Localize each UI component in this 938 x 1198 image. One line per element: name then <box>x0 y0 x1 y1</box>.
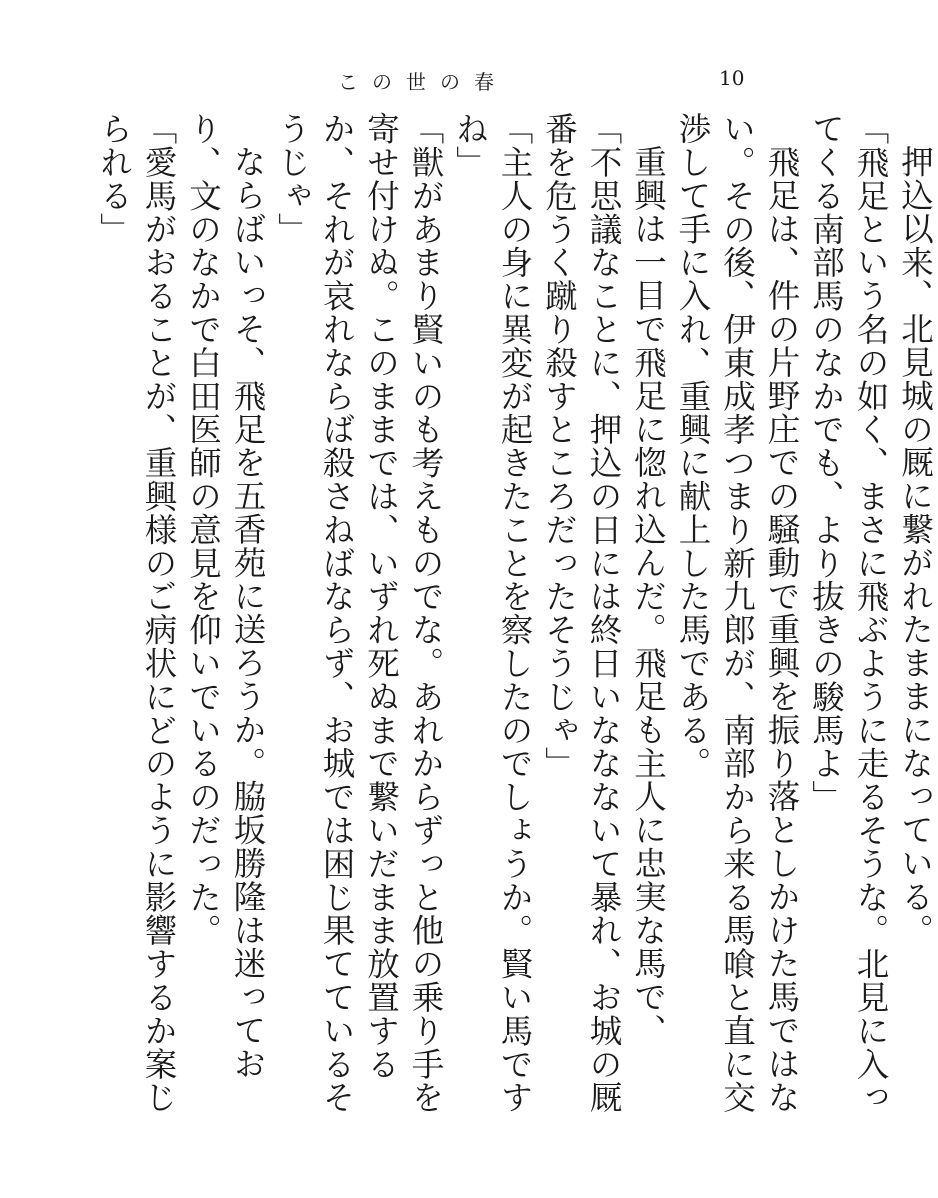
paragraph-dialogue: 「獣があまり賢いのも考えものでな。あれからずっと他の乗り手を寄せ付けぬ。このままでは、いずれ死ぬまで繋いだまま放置するか、それが哀れならば殺さねばならず、お城では困じ果てているそうじゃ」 <box>273 112 445 1114</box>
paragraph: 重興は一目で飛足に惚れ込んだ。飛足も主人に忠実な馬で、 <box>629 144 668 1047</box>
paragraph: 押込以来、北見城の厩に繋がれたままになっている。 <box>896 144 935 947</box>
body-text <box>92 112 935 1122</box>
page-header <box>0 66 841 96</box>
page-number: 10 <box>719 66 745 90</box>
paragraph-dialogue: 「飛足という名の如く、まさに飛ぶように走るそうな。北見に入ってくる南部馬のなかでも、より抜きの駿馬よ」 <box>807 112 890 1114</box>
paragraph: ならばいっそ、飛足を五香苑に送ろうか。脇坂勝隆は迷っており、文のなかで白田医師の意見を仰いでいるのだった。 <box>184 112 267 1080</box>
paragraph-dialogue: 「主人の身に異変が起きたことを察したのでしょうか。賢い馬ですね」 <box>451 112 534 1114</box>
running-title: この世の春 <box>338 70 508 94</box>
paragraph-dialogue: 「不思議なことに、押込の日には終日いななないて暴れ、お城の厩番を危うく蹴り殺すところだったそうじゃ」 <box>540 112 623 1114</box>
paragraph: 飛足は、件の片野庄での騒動で重興を振り落としかけた馬ではない。その後、伊東成孝つまり新九郎が、南部から来る馬喰と直に交渉して手に入れ、重興に献上した馬である。 <box>674 112 801 1114</box>
paragraph-dialogue: 「愛馬がおることが、重興様のご病状にどのように影響するか案じられる」 <box>95 112 178 1114</box>
vertical-text-column <box>92 112 938 1122</box>
